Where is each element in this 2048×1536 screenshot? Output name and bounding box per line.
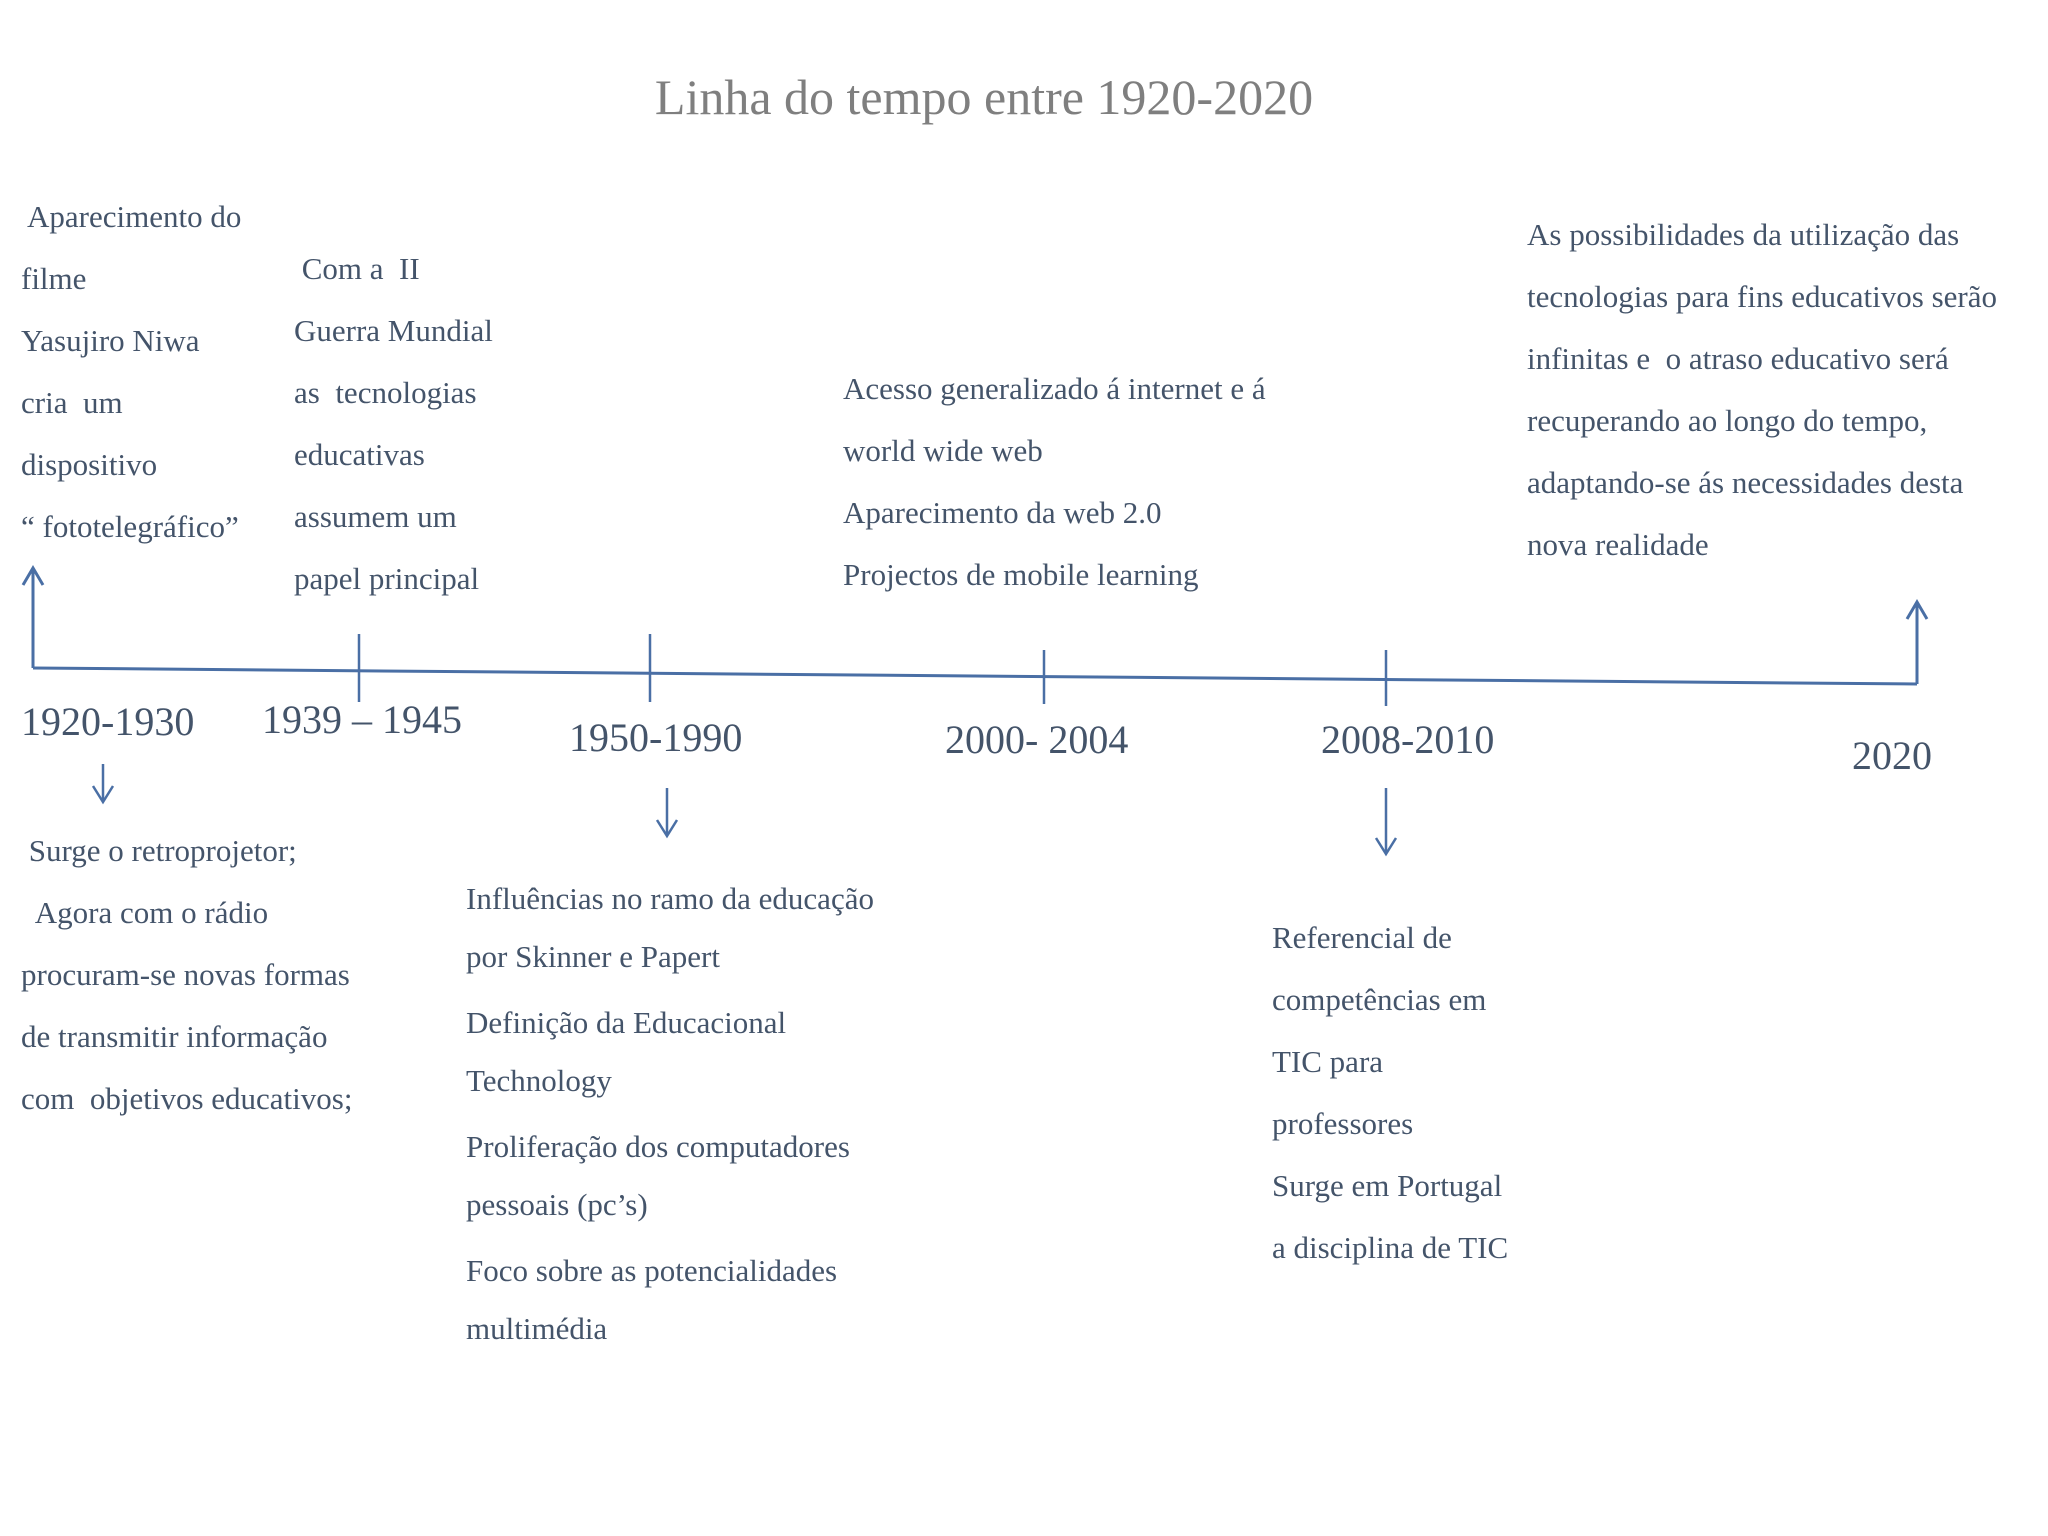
event-text-line: Technology: [466, 1063, 612, 1098]
period-label-2008: 2008-2010: [1321, 717, 1495, 762]
event-text-line: world wide web: [843, 433, 1043, 468]
period-label-1920: 1920-1930: [21, 699, 195, 744]
event-1920-below: [21, 820, 352, 1130]
event-1950-below: [466, 870, 874, 1358]
event-text-line: TIC para: [1272, 1044, 1384, 1079]
period-label-1939: 1939 – 1945: [262, 697, 462, 742]
event-text-line: Influências no ramo da educação: [466, 881, 874, 916]
event-text-line: Referencial de: [1272, 920, 1452, 955]
page-title: Linha do tempo entre 1920-2020: [654, 69, 1314, 125]
event-text-line: a disciplina de TIC: [1272, 1230, 1509, 1265]
event-2000-above: [843, 358, 1266, 606]
event-item: [466, 1242, 874, 1358]
event-text-line: Com a II: [294, 251, 420, 286]
event-item: [466, 994, 874, 1110]
event-text-line: Aparecimento do: [21, 199, 242, 234]
period-label-2000: 2000- 2004: [945, 717, 1129, 762]
event-text-line: As possibilidades da utilização das: [1527, 217, 1960, 252]
event-text-line: por Skinner e Papert: [466, 939, 720, 974]
event-text-line: as tecnologias: [294, 375, 477, 410]
event-text-line: procuram-se novas formas: [21, 957, 350, 992]
down-arrow-2008: [1376, 788, 1396, 854]
event-text-line: Yasujiro Niwa: [21, 323, 200, 358]
event-text-line: “ fototelegráfico”: [21, 509, 239, 544]
event-text-line: nova realidade: [1527, 527, 1709, 562]
event-text-line: Foco sobre as potencialidades: [466, 1253, 838, 1288]
event-text-line: dispositivo: [21, 447, 158, 482]
event-text-line: tecnologias para fins educativos serão: [1527, 279, 1997, 314]
event-text-line: cria um: [21, 385, 123, 420]
event-1920-above: [21, 186, 241, 558]
event-text-line: Proliferação dos computadores: [466, 1129, 850, 1164]
event-text-line: Projectos de mobile learning: [843, 557, 1199, 592]
down-arrow-1950: [657, 788, 677, 836]
event-text-line: infinitas e o atraso educativo será: [1527, 341, 1949, 376]
event-text-line: competências em: [1272, 982, 1487, 1017]
event-item: [466, 1118, 874, 1234]
event-item: [466, 870, 874, 986]
event-2020-above: [1527, 204, 1997, 576]
event-text-line: Agora com o rádio: [21, 895, 269, 930]
event-text-line: Definição da Educacional: [466, 1005, 787, 1040]
event-text-line: multimédia: [466, 1311, 608, 1346]
period-label-2020: 2020: [1852, 733, 1932, 778]
event-1939-above: [294, 238, 493, 610]
event-text-line: com objetivos educativos;: [21, 1081, 353, 1116]
down-arrow-1920: [93, 764, 113, 802]
event-text-line: assumem um: [294, 499, 457, 534]
event-text-line: adaptando-se ás necessidades desta: [1527, 465, 1964, 500]
event-text-line: educativas: [294, 437, 425, 472]
event-text-line: papel principal: [294, 561, 480, 596]
event-text-line: pessoais (pc’s): [466, 1187, 648, 1222]
period-label-1950: 1950-1990: [569, 715, 743, 760]
event-text-line: Surge o retroprojetor;: [21, 833, 297, 868]
event-text-line: Acesso generalizado á internet e á: [843, 371, 1266, 406]
event-text-line: Guerra Mundial: [294, 313, 493, 348]
event-text-line: Surge em Portugal: [1272, 1168, 1503, 1203]
event-text-line: recuperando ao longo do tempo,: [1527, 403, 1928, 438]
event-text-line: de transmitir informação: [21, 1019, 328, 1054]
event-text-line: professores: [1272, 1106, 1414, 1141]
event-2008-below: [1272, 907, 1508, 1279]
event-text-line: filme: [21, 261, 87, 296]
event-text-line: Aparecimento da web 2.0: [843, 495, 1162, 530]
timeline-axis: [33, 668, 1917, 684]
